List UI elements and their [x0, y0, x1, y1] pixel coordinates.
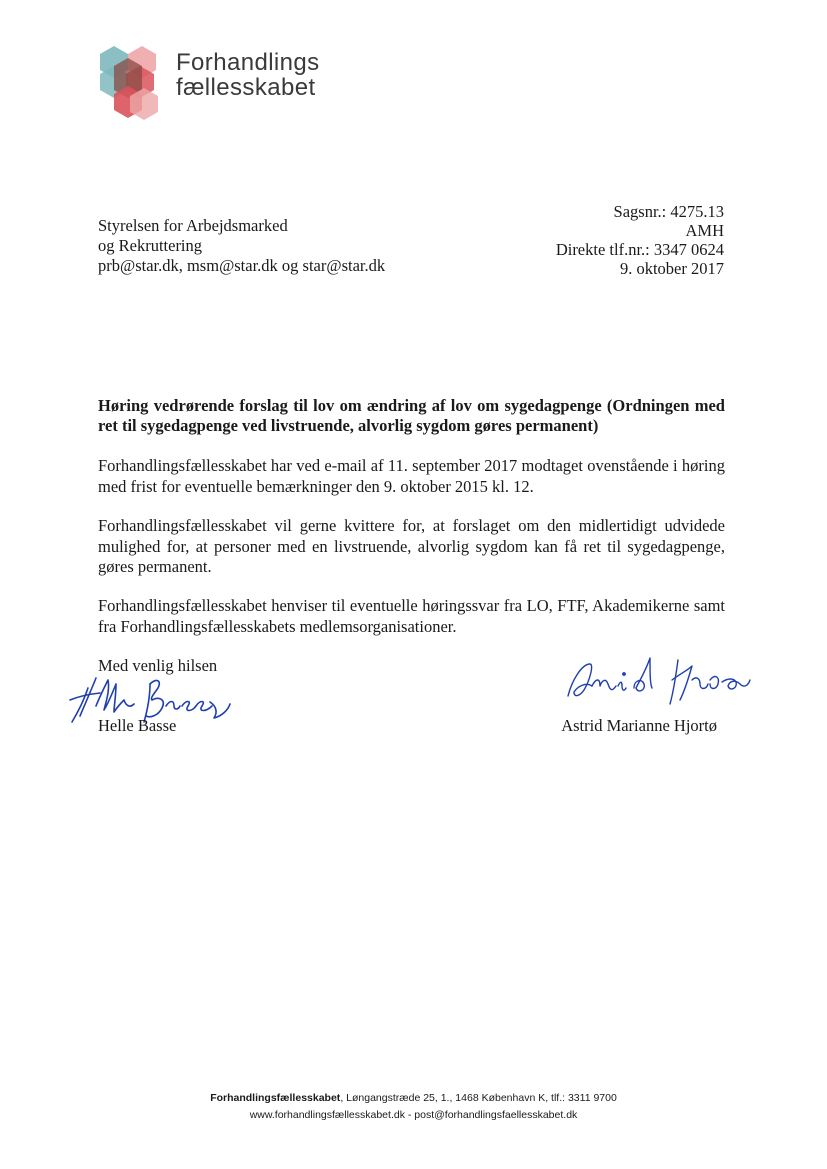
- letter-date: 9. oktober 2017: [619, 259, 724, 278]
- page-footer: [0, 1090, 827, 1124]
- recipient-line-1: Styrelsen for Arbejdsmarked: [98, 216, 288, 235]
- letter-meta: [556, 202, 724, 278]
- letter-subject: Høring vedrørende forslag til lov om ændring af lov om sygedagpenge (Ordningen med ret til sygedagpenge ved livstruende, alvorlig sygdom gøres permanent): [98, 396, 725, 435]
- recipient-line-2: og Rekruttering: [98, 236, 203, 255]
- body-paragraph: Forhandlingsfællesskabet vil gerne kvittere for, at forslaget om den midlertidigt udvidede mulighed for, at personer med en livstruende, alvorlig sygdom kan få ret til sygedagpenge, gøres permanent.: [98, 516, 725, 576]
- footer-address: , Løngangstræde 25, 1., 1468 København K, tlf.: 3311 9700: [340, 1092, 617, 1104]
- sender-initials: AMH: [685, 221, 724, 240]
- signatory-left-name: Helle Basse: [98, 716, 177, 735]
- logo-line-2: fællesskabet: [176, 74, 316, 101]
- logo-line-1: Forhandlings: [176, 49, 320, 76]
- footer-org-name: Forhandlingsfællesskabet: [210, 1092, 341, 1104]
- footer-address-line: [0, 1090, 827, 1107]
- direct-phone: Direkte tlf.nr.: 3347 0624: [555, 240, 724, 259]
- signatory-right-name: Astrid Marianne Hjortø: [561, 716, 717, 735]
- body-paragraph: Forhandlingsfællesskabet henviser til eventuelle høringssvar fra LO, FTF, Akademikerne samt fra Forhandlingsfællesskabets medlemsorganisationer.: [98, 596, 725, 636]
- closing-greeting: Med venlig hilsen: [98, 656, 218, 675]
- logo-wordmark: [176, 50, 320, 100]
- logo-hexagon-icon: [96, 44, 162, 124]
- body-paragraph: Forhandlingsfællesskabet har ved e-mail af 11. september 2017 modtaget ovenstående i høring med frist for eventuelle bemærkninger den 9. oktober 2015 kl. 12.: [98, 456, 725, 496]
- signature-astrid-hjorto: [560, 650, 760, 710]
- recipient-emails: prb@star.dk, msm@star.dk og star@star.dk: [98, 256, 386, 275]
- recipient-address: [98, 216, 385, 276]
- organization-logo: [96, 44, 356, 126]
- case-number: Sagsnr.: 4275.13: [613, 202, 724, 221]
- footer-web-email: www.forhandlingsfællesskabet.dk - post@forhandlingsfaellesskabet.dk: [249, 1109, 578, 1121]
